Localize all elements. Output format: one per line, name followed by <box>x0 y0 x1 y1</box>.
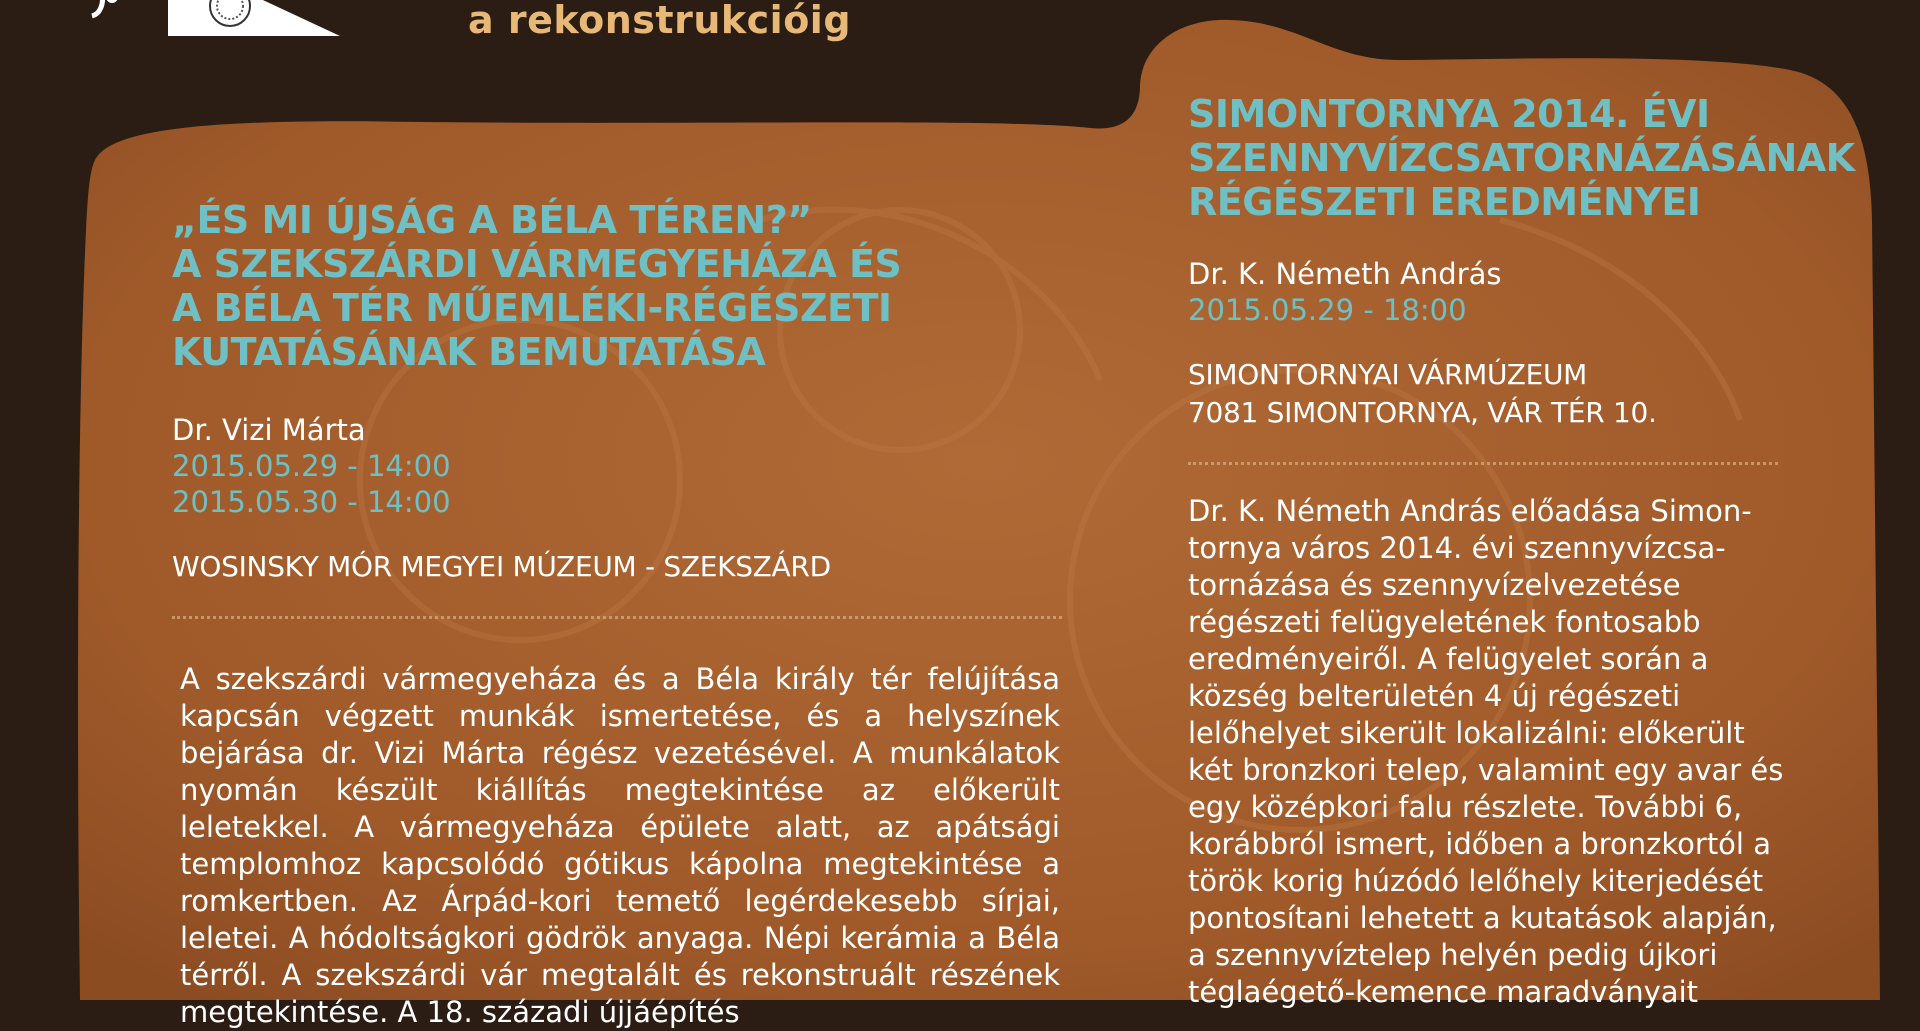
right-title-line: RÉGÉSZETI EREDMÉNYEI <box>1188 180 1701 224</box>
right-event-description <box>1188 493 1784 1011</box>
right-event-speaker: Dr. K. Németh András <box>1188 257 1502 291</box>
left-event-section <box>172 198 1062 1031</box>
logo-emblem-icon <box>90 0 350 50</box>
right-desc-line: egy középkori falu részlete. További 6, <box>1188 790 1743 824</box>
left-title-line: A SZEKSZÁRDI VÁRMEGYEHÁZA ÉS <box>172 242 902 286</box>
left-title-line: „ÉS MI ÚJSÁG A BÉLA TÉREN?” <box>172 198 812 242</box>
header-subtitle: a rekonstrukcióig <box>468 0 852 42</box>
right-title-line: SIMONTORNYA 2014. ÉVI <box>1188 92 1710 136</box>
right-desc-line: régészeti felügyeletének fontosabb <box>1188 605 1701 639</box>
right-event-section <box>1188 92 1855 1011</box>
left-event-speaker: Dr. Vizi Márta <box>172 413 366 447</box>
left-event-description: A szekszárdi vármegyeháza és a Béla király tér felújítása kapcsán végzett munkák ismertetése, és a helyszínek bejárása dr. Vizi Márta régész vezetésével. A munkálatok nyomán készült kiállítás megtekintése az előkerült leletekkel. A vármegyeháza épülete alatt, az apátsági templomhoz kapcsolódó gótikus kápolna megtekintése a romkertben. Az Árpád-kori temető legérdekesebb sírjai, leletei. A hódoltságkori gödrök anyaga. Népi kerámia a Béla térről. A szekszárdi vár megtalált és rekonstruált részének megtekintése. A 18. századi újjáépítés <box>180 662 1060 1029</box>
left-title-line: KUTATÁSÁNAK BEMUTATÁSA <box>172 330 766 374</box>
left-title-line: A BÉLA TÉR MŰEMLÉKI-RÉGÉSZETI <box>172 286 892 330</box>
right-dotted-divider <box>1188 462 1778 465</box>
right-title-line: SZENNYVÍZCSATORNÁZÁSÁNAK <box>1188 136 1855 180</box>
left-dotted-divider <box>172 616 1062 619</box>
left-event-datetime-1: 2015.05.29 - 14:00 <box>172 449 451 483</box>
right-venue-line: SIMONTORNYAI VÁRMÚZEUM <box>1188 358 1588 391</box>
right-event-datetime: 2015.05.29 - 18:00 <box>1188 293 1467 327</box>
left-event-datetime-2: 2015.05.30 - 14:00 <box>172 485 451 519</box>
right-desc-line: tornya város 2014. évi szennyvízcsa- <box>1188 531 1726 565</box>
right-desc-line: község belterületén 4 új régészeti <box>1188 679 1681 713</box>
right-event-venue <box>1188 356 1778 432</box>
right-desc-line: téglaégető-kemence maradványait <box>1188 975 1698 1009</box>
right-desc-line: tornázása és szennyvízelvezetése <box>1188 568 1681 602</box>
right-desc-line: lelőhelyet sikerült lokalizálni: előkerült <box>1188 716 1745 750</box>
left-event-title <box>172 198 1062 374</box>
right-venue-line: 7081 SIMONTORNYA, VÁR TÉR 10. <box>1188 396 1657 429</box>
right-desc-line: a szennyvíztelep helyén pedig újkori <box>1188 938 1718 972</box>
right-desc-line: két bronzkori telep, valamint egy avar és <box>1188 753 1784 787</box>
left-event-venue: WOSINSKY MÓR MEGYEI MÚZEUM - SZEKSZÁRD <box>172 550 831 583</box>
right-desc-line: Dr. K. Németh András előadása Simon- <box>1188 494 1752 528</box>
right-desc-line: eredményeiről. A felügyelet során a <box>1188 642 1709 676</box>
right-desc-line: török korig húzódó lelőhely kiterjedését <box>1188 864 1764 898</box>
right-event-title <box>1188 92 1855 224</box>
right-desc-line: pontosítani lehetett a kutatások alapján, <box>1188 901 1777 935</box>
right-desc-line: korábbról ismert, időben a bronzkortól a <box>1188 827 1771 861</box>
